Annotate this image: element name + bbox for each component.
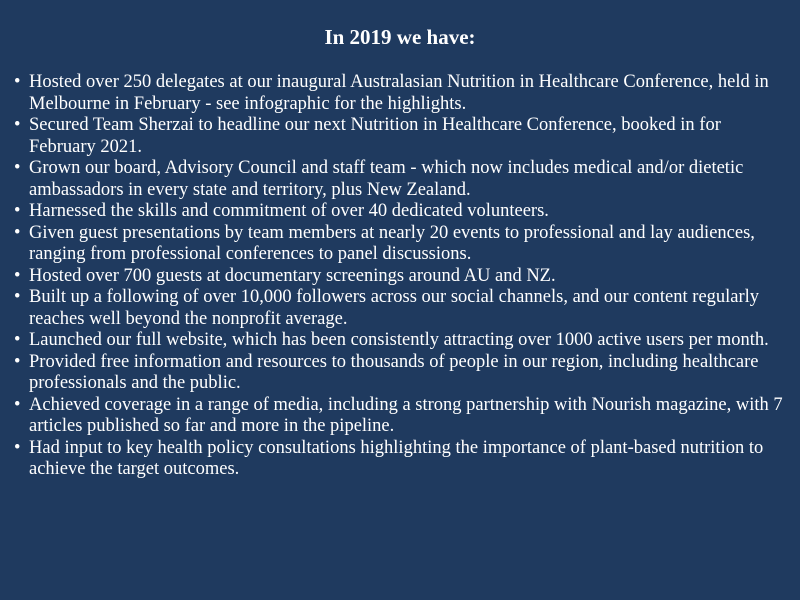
achievement-list — [14, 72, 786, 481]
list-item-text: Given guest presentations by team members at nearly 20 events to professional and lay audiences, ranging from professional conferences to panel discussions. — [29, 222, 755, 264]
list-item — [14, 287, 786, 330]
list-item-text: Harnessed the skills and commitment of over 40 dedicated volunteers. — [29, 201, 549, 221]
list-item-text: Secured Team Sherzai to headline our next Nutrition in Healthcare Conference, booked in for February 2021. — [29, 115, 721, 157]
list-item — [14, 395, 786, 438]
list-item — [14, 352, 786, 395]
bullet-dot-icon: • — [14, 330, 21, 350]
bullet-dot-icon: • — [14, 72, 21, 92]
list-item-text: Provided free information and resources to thousands of people in our region, including healthcare professionals and the public. — [29, 351, 759, 393]
list-item — [14, 72, 786, 115]
list-item — [14, 201, 786, 223]
list-item-text: Hosted over 250 delegates at our inaugural Australasian Nutrition in Healthcare Conference, held in Melbourne in February - see infographic for the highlights. — [29, 72, 769, 114]
list-item-text: Had input to key health policy consultations highlighting the importance of plant-based nutrition to achieve the target outcomes. — [29, 437, 764, 479]
list-item — [14, 115, 786, 158]
list-item — [14, 158, 786, 201]
bullet-dot-icon: • — [14, 201, 21, 221]
bullet-dot-icon: • — [14, 265, 21, 286]
list-item-text: Achieved coverage in a range of media, including a strong partnership with Nourish magazine, with 7 articles published so far and more in the pipeline. — [29, 394, 783, 436]
bullet-dot-icon: • — [14, 158, 21, 178]
bullet-dot-icon: • — [14, 394, 21, 415]
list-item — [14, 266, 786, 288]
bullet-dot-icon: • — [14, 351, 21, 372]
bullet-dot-icon: • — [14, 287, 21, 307]
bullet-dot-icon: • — [14, 115, 21, 135]
bullet-dot-icon: • — [14, 437, 21, 458]
list-item — [14, 438, 786, 481]
list-item — [14, 330, 786, 352]
list-item-text: Built up a following of over 10,000 followers across our social channels, and our content regularly reaches well beyond the nonprofit average. — [29, 287, 760, 329]
list-item-text: Grown our board, Advisory Council and staff team - which now includes medical and/or dietetic ambassadors in every state and territory, plus New Zealand. — [29, 158, 744, 200]
list-item-text: Hosted over 700 guests at documentary screenings around AU and NZ. — [29, 265, 556, 286]
page-heading: In 2019 we have: — [324, 25, 476, 49]
list-item — [14, 223, 786, 266]
list-item-text: Launched our full website, which has been consistently attracting over 1000 active users per month. — [29, 330, 769, 350]
bullet-dot-icon: • — [14, 222, 21, 243]
